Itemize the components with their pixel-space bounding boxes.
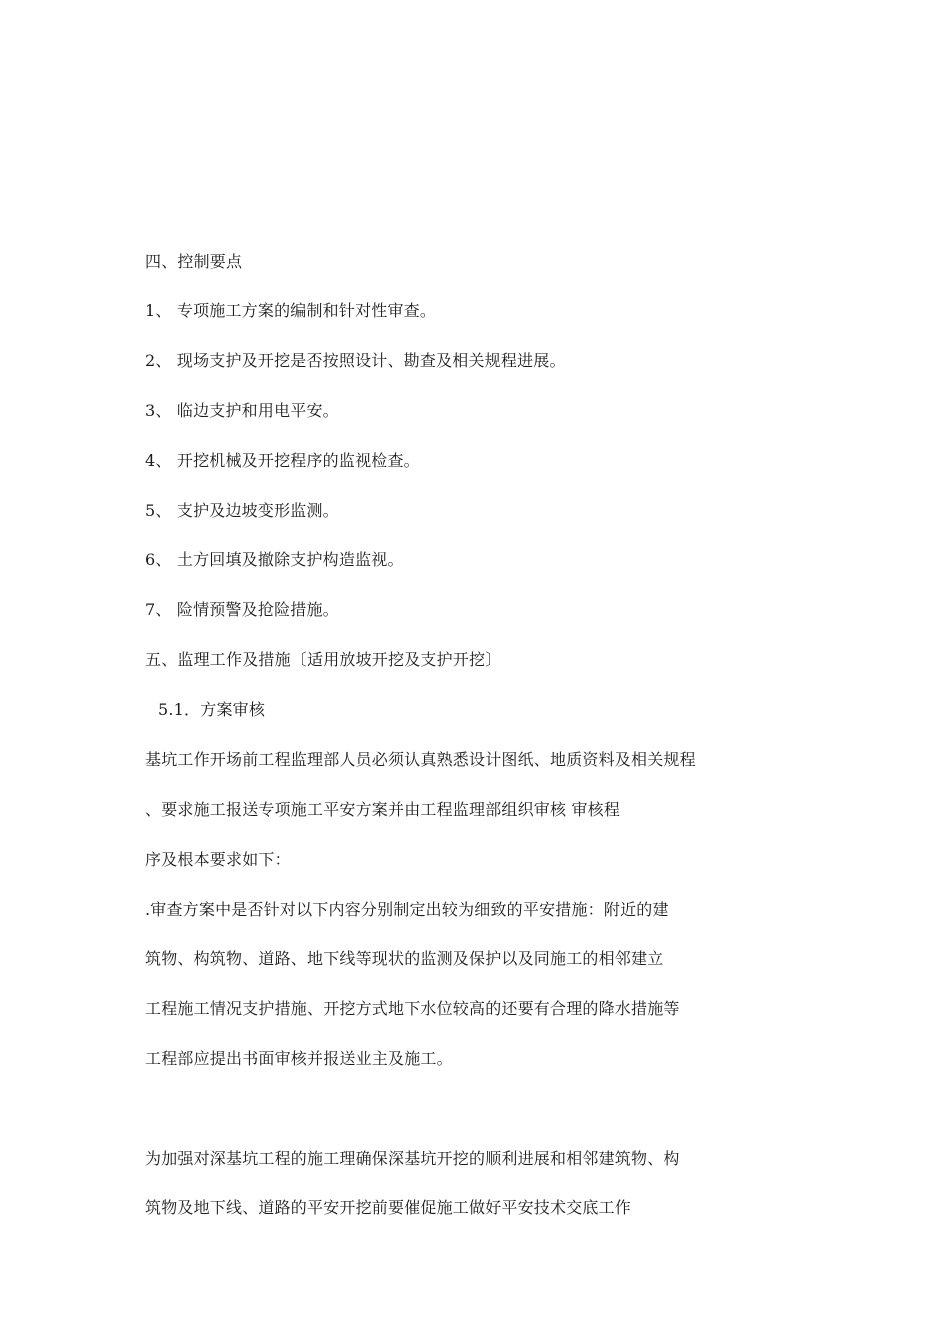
- control-point-item-4: 4、 开挖机械及开挖程序的监视检查。: [145, 451, 420, 470]
- control-point-item-5: 5、 支护及边坡变形监测。: [145, 501, 339, 520]
- control-point-item-2: 2、 现场支护及开挖是否按照设计、勘查及相关规程进展。: [145, 351, 566, 370]
- paragraph-line: 工程部应提出书面审核并报送业主及施工。: [145, 1049, 453, 1068]
- control-point-item-7: 7、 险情预警及抢险措施。: [145, 600, 339, 619]
- paragraph-line: 筑物及地下线、道路的平安开挖前要催促施工做好平安技术交底工作: [145, 1198, 632, 1217]
- paragraph-line: 为加强对深基坑工程的施工理确保深基坑开挖的顺利进展和相邻建筑物、构: [145, 1149, 680, 1168]
- control-point-item-6: 6、 土方回填及撤除支护构造监视。: [145, 550, 404, 569]
- subsection-5-1-heading: 5.1．方案审核: [158, 700, 266, 719]
- section-5-heading: 五、监理工作及措施〔适用放坡开挖及支护开挖〕: [145, 650, 502, 669]
- paragraph-line: .审查方案中是否针对以下内容分别制定出较为细致的平安措施：附近的建: [145, 900, 669, 919]
- section-4-heading: 四、控制要点: [145, 252, 243, 271]
- paragraph-line: 序及根本要求如下：: [145, 850, 291, 869]
- paragraph-line: 基坑工作开场前工程监理部人员必须认真熟悉设计图纸、地质资料及相关规程: [145, 750, 696, 769]
- paragraph-line: 筑物、构筑物、道路、地下线等现状的监测及保护以及同施工的相邻建立: [145, 949, 664, 968]
- control-point-item-1: 1、 专项施工方案的编制和针对性审查。: [145, 301, 437, 320]
- paragraph-line: 工程施工情况支护措施、开挖方式地下水位较高的还要有合理的降水措施等: [145, 999, 680, 1018]
- paragraph-line: 、要求施工报送专项施工平安方案并由工程监理部组织审核 审核程: [145, 800, 621, 819]
- control-point-item-3: 3、 临边支护和用电平安。: [145, 401, 339, 420]
